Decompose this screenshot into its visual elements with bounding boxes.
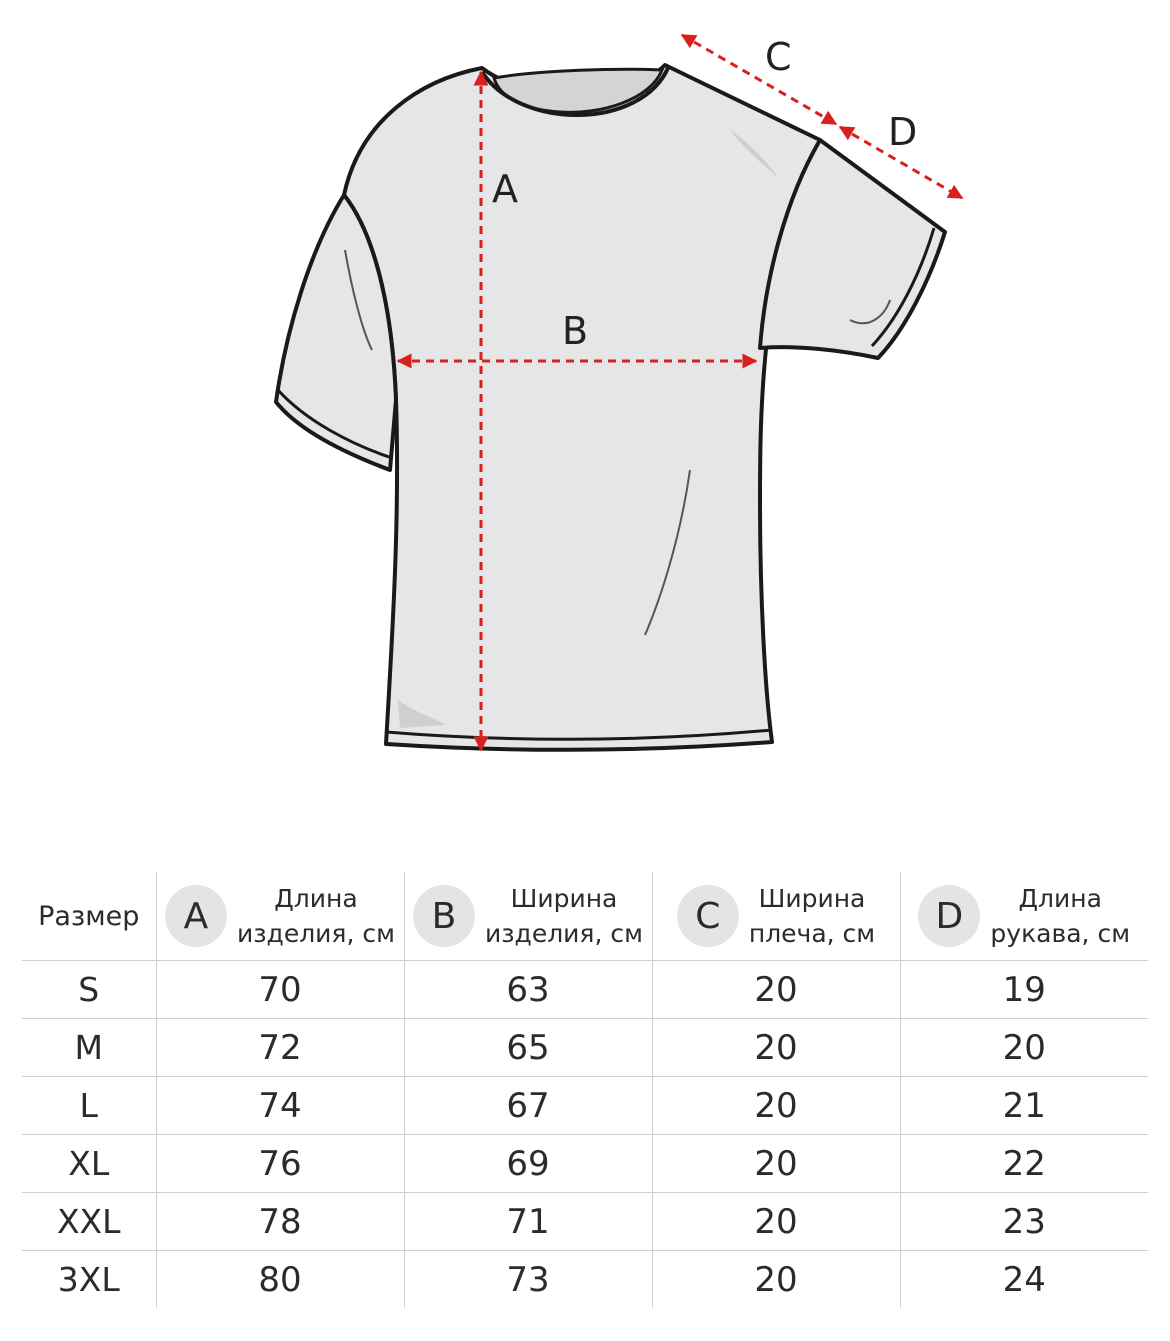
table-header-row [22, 872, 1148, 961]
letter-b-badge: B [413, 885, 475, 947]
width-cell: 63 [404, 961, 652, 1019]
length-cell: 76 [156, 1135, 404, 1193]
sleeve-cell: 22 [900, 1135, 1148, 1193]
length-cell: 70 [156, 961, 404, 1019]
width-cell: 71 [404, 1193, 652, 1251]
sleeve-cell: 21 [900, 1077, 1148, 1135]
width-cell: 67 [404, 1077, 652, 1135]
column-a-label-line2: изделия, см [237, 919, 395, 948]
column-header-d [900, 872, 1148, 961]
column-c-label-line2: плеча, см [748, 919, 876, 948]
column-header-c [652, 872, 900, 961]
column-c-label-line1: Ширина [758, 884, 866, 913]
size-table [22, 872, 1148, 1308]
size-cell: XXL [22, 1193, 156, 1251]
size-cell: 3XL [22, 1251, 156, 1309]
length-cell: 78 [156, 1193, 404, 1251]
sleeve-cell: 23 [900, 1193, 1148, 1251]
width-cell: 73 [404, 1251, 652, 1309]
size-chart [22, 872, 1148, 1308]
column-d-label-line1: Длина [1018, 884, 1102, 913]
sleeve-cell: 24 [900, 1251, 1148, 1309]
shoulder-cell: 20 [652, 1077, 900, 1135]
letter-c-badge: C [677, 885, 739, 947]
table-row [22, 1135, 1148, 1193]
dimension-b-label: B [562, 309, 589, 353]
dimension-c-label: C [765, 35, 792, 79]
column-b-label-line1: Ширина [510, 884, 618, 913]
column-header-a [156, 872, 404, 961]
table-row [22, 1193, 1148, 1251]
width-cell: 65 [404, 1019, 652, 1077]
table-row [22, 1251, 1148, 1309]
dimension-d-label: D [888, 110, 918, 154]
column-b-label-line2: изделия, см [485, 919, 643, 948]
shoulder-cell: 20 [652, 1193, 900, 1251]
length-cell: 74 [156, 1077, 404, 1135]
column-a-label-line1: Длина [274, 884, 358, 913]
sleeve-cell: 19 [900, 961, 1148, 1019]
shoulder-cell: 20 [652, 1135, 900, 1193]
sleeve-cell: 20 [900, 1019, 1148, 1077]
size-column-header: Размер [38, 900, 140, 932]
table-row [22, 1077, 1148, 1135]
shoulder-cell: 20 [652, 961, 900, 1019]
length-cell: 72 [156, 1019, 404, 1077]
size-cell: S [22, 961, 156, 1019]
length-cell: 80 [156, 1251, 404, 1309]
column-d-label-line2: рукава, см [990, 919, 1131, 948]
letter-d-badge: D [918, 885, 980, 947]
width-cell: 69 [404, 1135, 652, 1193]
size-cell: XL [22, 1135, 156, 1193]
letter-a-badge: A [165, 885, 227, 947]
size-cell: M [22, 1019, 156, 1077]
table-row [22, 1019, 1148, 1077]
shoulder-cell: 20 [652, 1019, 900, 1077]
size-cell: L [22, 1077, 156, 1135]
table-row [22, 961, 1148, 1019]
dimension-a-label: A [492, 167, 518, 211]
shoulder-cell: 20 [652, 1251, 900, 1309]
column-header-b [404, 872, 652, 961]
tshirt-body [344, 65, 820, 750]
